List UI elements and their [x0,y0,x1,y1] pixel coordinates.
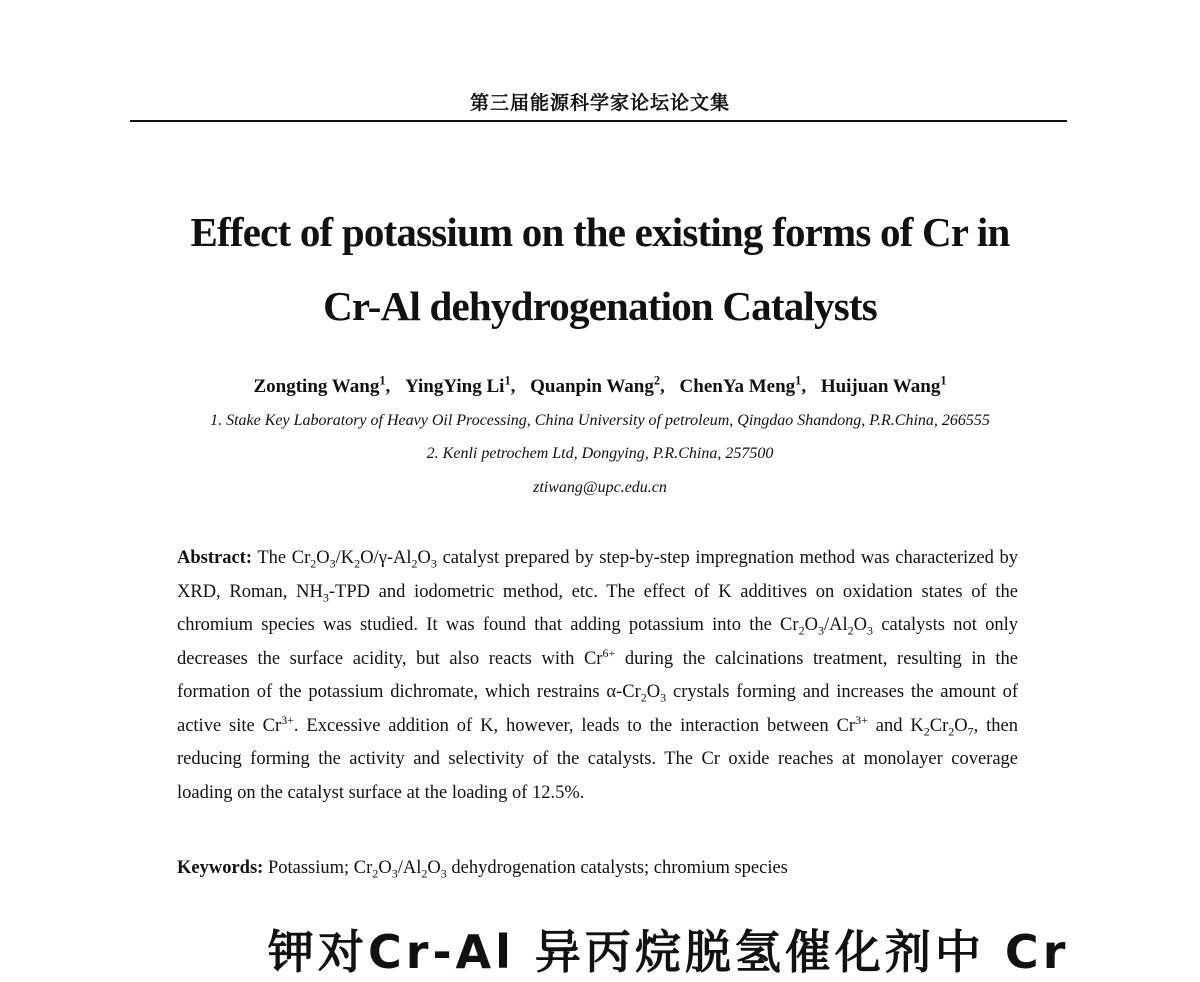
subscript: 2 [421,866,428,881]
keywords [177,858,1018,879]
abstract-text: The Cr [252,548,311,568]
author-affiliation-mark: 1 [940,373,947,388]
abstract-label: Abstract: [177,548,253,568]
keywords-text: Potassium; Cr [263,858,373,878]
abstract-text: O [316,548,330,568]
subscript: 3 [817,623,824,638]
keywords-text: O [378,858,392,878]
abstract-text: catalysts not only decreases the surface acidity, but also reacts with Cr [177,615,1019,669]
keywords-text: dehydrogenation catalysts; chromium species [446,858,788,878]
author-4 [679,373,807,397]
author-affiliation-mark: 1 [795,373,802,388]
author-separator: , [510,376,516,397]
superscript: 3+ [855,712,868,727]
superscript: 3+ [281,712,294,727]
author-name: Huijuan Wang [820,376,941,397]
author-name: Quanpin Wang [530,376,654,397]
subscript: 7 [967,724,974,739]
author-affiliation-mark: 1 [504,373,511,388]
keywords-text: /Al [397,858,422,878]
abstract-text: O [417,548,431,568]
contact-email: ztiwang@upc.edu.cn [533,479,667,496]
subscript: 2 [354,556,361,571]
abstract-text: Cr [929,715,949,736]
abstract-text: /Al [823,615,848,635]
author-name: ChenYa Meng [679,376,796,397]
subscript: 2 [411,556,418,571]
author-name: YingYing Li [405,376,505,397]
subscript: 2 [372,866,379,881]
keywords-text: O [427,858,441,878]
author-3 [530,373,665,397]
abstract-text: -TPD and iodometric method, etc. The effect of K additives on oxidation states of the chromium species was studied. It was found that adding potassium into the Cr [177,581,1018,635]
abstract-text: /K [335,548,355,568]
running-header: 第三届能源科学家论坛论文集 [469,93,730,114]
subscript: 2 [847,623,854,638]
subscript: 2 [923,724,930,739]
author-separator: , [385,376,391,397]
author-5 [820,373,947,397]
author-list [0,373,1200,398]
abstract-text: O/γ-Al [360,548,412,568]
superscript: 6+ [602,645,616,660]
affiliation-1: 1. Stake Key Laboratory of Heavy Oil Processing, China University of petroleum, Qingdao Shandong, P.R.China, 266555 [210,412,990,429]
subscript: 2 [640,690,647,705]
subscript: 2 [948,724,955,739]
subscript: 2 [310,556,317,571]
abstract-text: catalyst prepared by step-by-step impregnation method was characterized by XRD, Roman, NH [177,548,1018,602]
header-rule [130,120,1067,122]
abstract-text: , then reducing forming the activity and selectivity of the catalysts. The Cr oxide reaches at monolayer coverage loading on the catalyst surface at the loading of 12.5%. [177,715,1018,803]
abstract-text: O [804,615,818,635]
subscript: 3 [430,556,437,571]
abstract-text: . Excessive addition of K, however, leads to the interaction between Cr [293,715,856,736]
title-line-2: Cr-Al dehydrogenation Catalysts [323,283,877,329]
abstract-text: and K [867,715,924,736]
subscript: 3 [391,866,398,881]
author-separator: , [660,376,665,397]
abstract-text: O [954,715,968,736]
subscript: 2 [798,623,805,638]
abstract-text: O [646,682,661,702]
subscript: 3 [329,556,336,571]
title-line-1: Effect of potassium on the existing forms of Cr in [190,209,1010,255]
abstract-text: O [853,615,867,635]
chinese-title-partial: 钾对Cr-Al 异丙烷脱氢催化剂中 Cr [268,925,1070,979]
abstract-text: during the calcinations treatment, resulting in the formation of the potassium dichromate, which restrains α-Cr [177,648,1018,702]
abstract-text: crystals forming and increases the amount of active site Cr [177,682,1018,736]
author-affiliation-mark: 1 [379,373,386,388]
subscript: 3 [867,623,874,638]
author-2 [405,373,516,397]
subscript: 3 [440,866,447,881]
affiliation-2: 2. Kenli petrochem Ltd, Dongying, P.R.China, 257500 [426,445,774,462]
abstract [177,542,1018,810]
author-separator: , [801,376,807,397]
keywords-label: Keywords: [177,858,264,878]
author-name: Zongting Wang [253,376,380,397]
subscript: 3 [322,590,329,605]
author-1 [253,373,391,397]
subscript: 3 [660,690,667,705]
author-affiliation-mark: 2 [653,373,661,388]
